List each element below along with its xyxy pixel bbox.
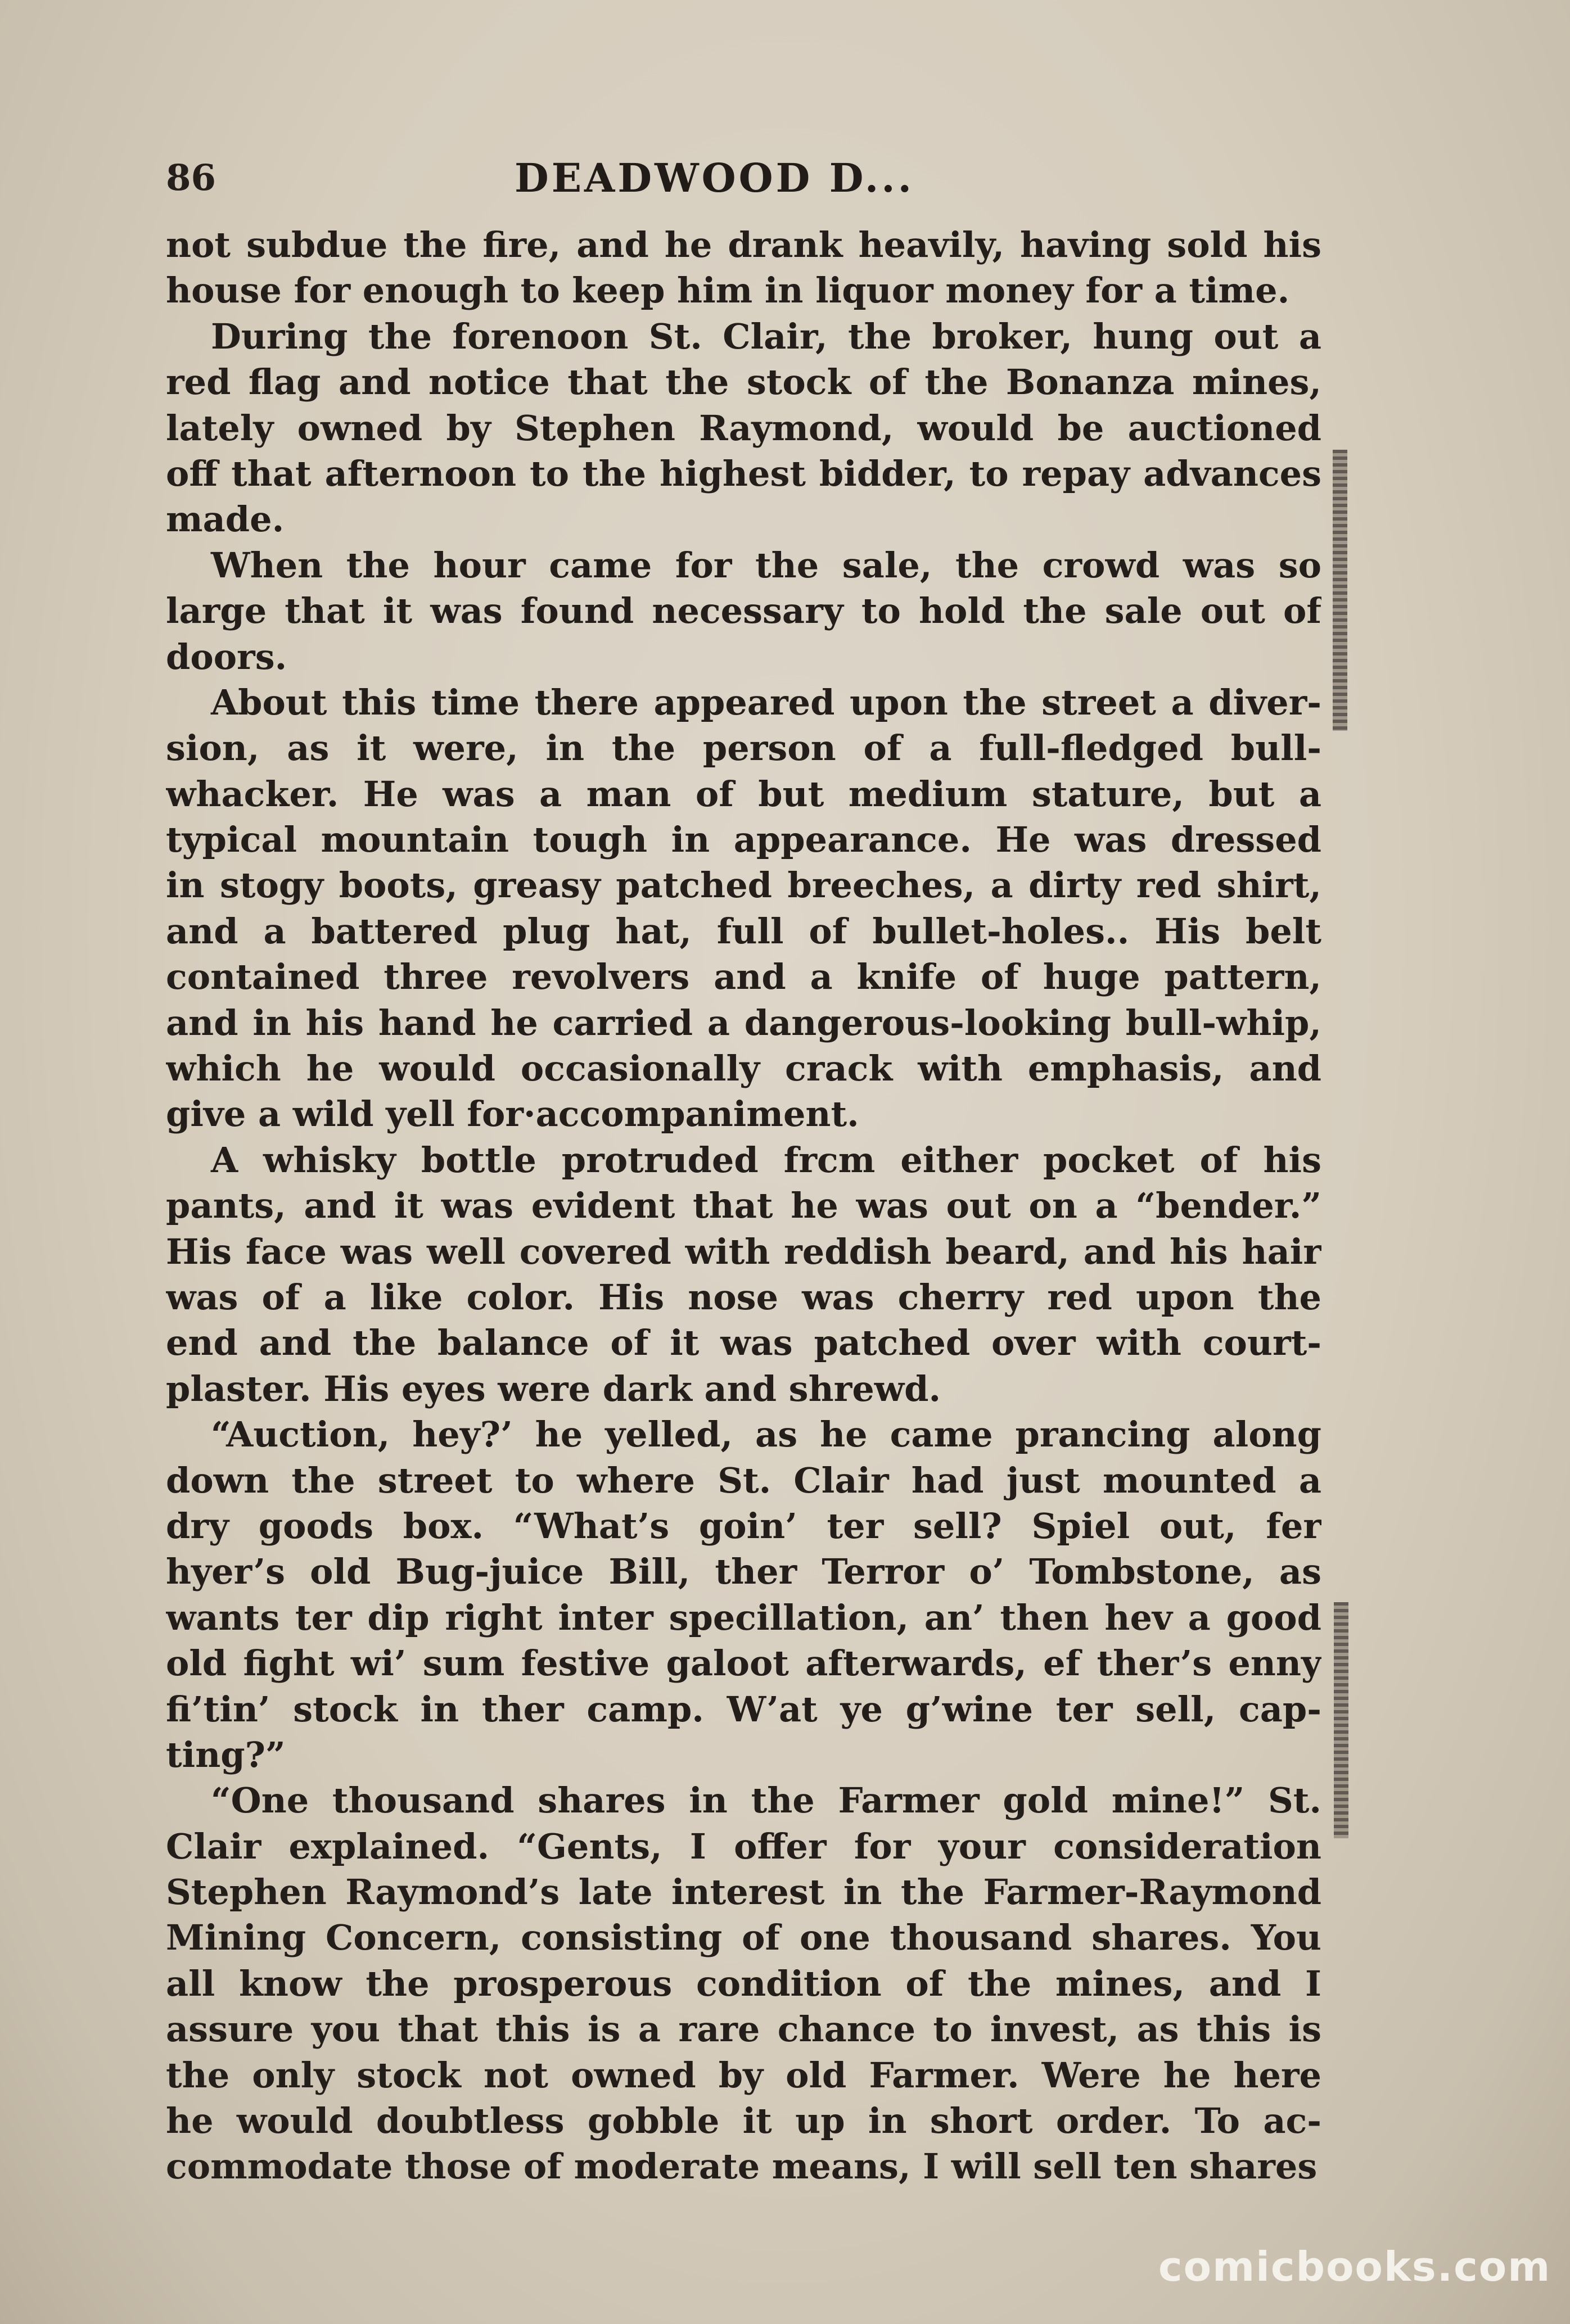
text-line: ting?” xyxy=(166,1734,286,1775)
text-line: the only stock not owned by old Farmer. Were he here xyxy=(166,2054,1321,2096)
text-line: house for enough to keep him in liquor money for a time. xyxy=(166,270,1290,311)
text-line: When the hour came for the sale, the crowd was so xyxy=(211,544,1321,586)
text-line: pants, and it was evident that he was out on a “bender.” xyxy=(166,1185,1321,1227)
text-line: About this time there appeared upon the street a diver- xyxy=(211,681,1321,723)
text-line: and a battered plug hat, full of bullet-holes.. His belt xyxy=(166,910,1321,952)
paragraph xyxy=(166,314,1321,542)
text-line: give a wild yell for·accompaniment. xyxy=(166,1093,859,1135)
text-line: which he would occasionally crack with emphasis, and xyxy=(166,1048,1321,1089)
text-line: contained three revolvers and a knife of huge pattern, xyxy=(166,956,1321,998)
text-line: he would doubtless gobble it up in short order. To ac- xyxy=(166,2100,1321,2142)
paragraph xyxy=(166,1137,1321,1412)
text-line: A whisky bottle protruded frcm either pocket of his xyxy=(211,1139,1321,1181)
text-line: not subdue the fire, and he drank heavily, having sold his xyxy=(166,224,1321,265)
watermark: comicbooks.com xyxy=(1158,2243,1551,2290)
text-line: red flag and notice that the stock of the Bonanza mines, xyxy=(166,361,1321,403)
text-line: end and the balance of it was patched over with court- xyxy=(166,1322,1321,1364)
text-line: Clair explained. “Gents, I offer for your consideration xyxy=(166,1825,1321,1867)
text-line: Stephen Raymond’s late interest in the Farmer-Raymond xyxy=(166,1871,1321,1913)
text-line: in stogy boots, greasy patched breeches, a dirty red shirt, xyxy=(166,865,1321,906)
text-line: whacker. He was a man of but medium stature, but a xyxy=(166,773,1321,815)
text-line: plaster. His eyes were dark and shrewd. xyxy=(166,1368,941,1409)
text-line: “One thousand shares in the Farmer gold mine!” St. xyxy=(211,1780,1321,1821)
text-line: dry goods box. “What’s goin’ ter sell? Spiel out, fer xyxy=(166,1505,1321,1547)
text-line: assure you that this is a rare chance to invest, as this is xyxy=(166,2009,1321,2050)
paragraph xyxy=(166,1412,1321,1778)
text-line: old fight wi’ sum festive galoot afterwards, ef ther’s enny xyxy=(166,1643,1321,1684)
paragraph xyxy=(166,1778,1321,2190)
page-edge-mark-lower xyxy=(1334,1602,1348,1838)
paragraph xyxy=(166,680,1321,1137)
text-line: lately owned by Stephen Raymond, would be auctioned xyxy=(166,407,1321,449)
text-line: His face was well covered with reddish beard, and his hair xyxy=(166,1231,1321,1272)
text-line: was of a like color. His nose was cherry red upon the xyxy=(166,1276,1321,1318)
page-number: 86 xyxy=(166,157,216,199)
text-line: commodate those of moderate means, I will sell ten shares xyxy=(166,2146,1318,2187)
text-line: During the forenoon St. Clair, the broker, hung out a xyxy=(211,315,1321,357)
text-line: typical mountain tough in appearance. He was dressed xyxy=(166,819,1321,861)
text-line: fi’tin’ stock in ther camp. W’at ye g’wine ter sell, cap- xyxy=(166,1688,1321,1730)
text-line: hyer’s old Bug-juice Bill, ther Terror o’ Tombstone, as xyxy=(166,1551,1321,1593)
text-line: down the street to where St. Clair had just mounted a xyxy=(166,1459,1321,1501)
text-line: “Auction, hey?’ he yelled, as he came prancing along xyxy=(211,1414,1321,1455)
text-line: off that afternoon to the highest bidder, to repay advances xyxy=(166,453,1321,494)
text-line: made. xyxy=(166,499,285,540)
page-header xyxy=(166,147,1324,209)
text-line: wants ter dip right inter specillation, an’ then hev a good xyxy=(166,1597,1321,1638)
body-text xyxy=(166,222,1321,2190)
text-line: sion, as it were, in the person of a full-fledged bull- xyxy=(166,727,1321,769)
text-line: doors. xyxy=(166,636,287,677)
text-line: all know the prosperous condition of the mines, and I xyxy=(166,1963,1321,2004)
text-line: Mining Concern, consisting of one thousand shares. You xyxy=(166,1917,1321,1959)
paragraph xyxy=(166,222,1321,314)
running-head: DEADWOOD D... xyxy=(515,155,915,201)
text-line: large that it was found necessary to hold the sale out of xyxy=(166,590,1321,632)
paragraph xyxy=(166,542,1321,680)
page-edge-mark-upper xyxy=(1333,450,1347,731)
text-line: and in his hand he carried a dangerous-looking bull-whip, xyxy=(166,1002,1321,1043)
